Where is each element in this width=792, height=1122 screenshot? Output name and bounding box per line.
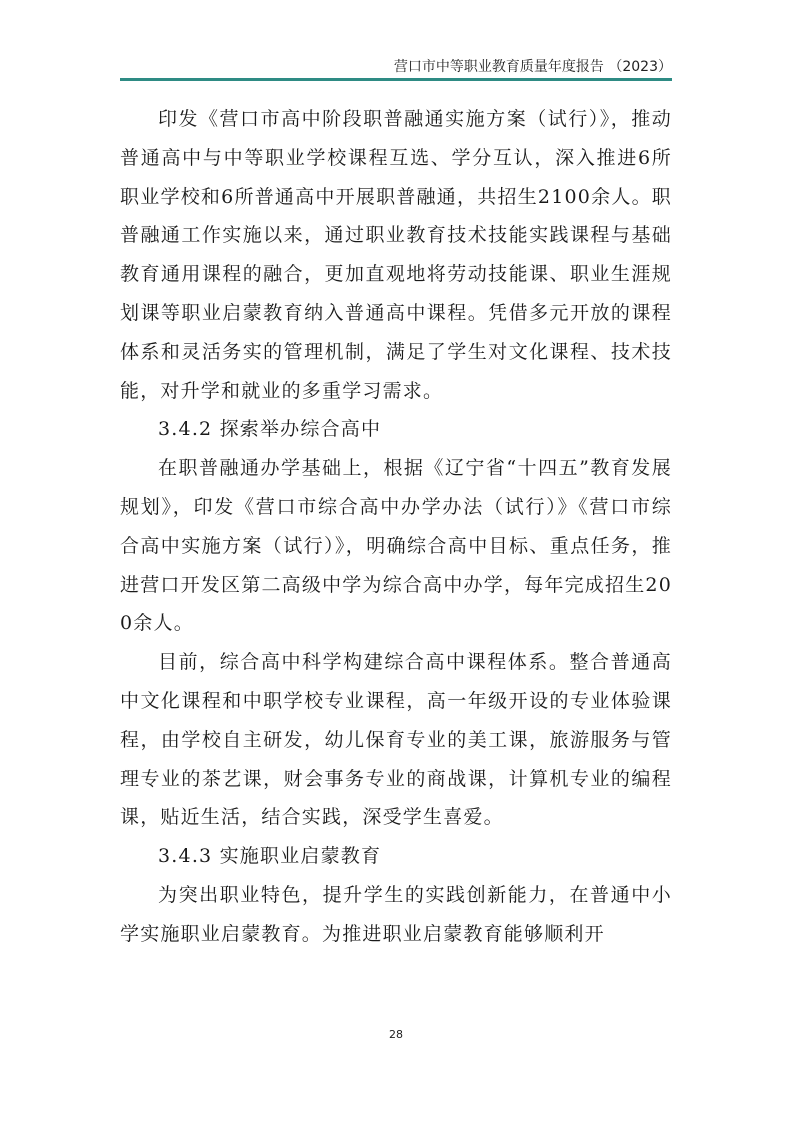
paragraph: 目前，综合高中科学构建综合高中课程体系。整合普通高中文化课程和中职学校专业课程，高一年级开设的专业体验课程，由学校自主研发，幼儿保育专业的美工课，旅游服务与管理专业的茶艺课，财会事务专业的商战课，计算机专业的编程课，贴近生活，结合实践，深受学生喜爱。	[120, 651, 672, 829]
section-heading: 3.4.2 探索举办综合高中	[158, 418, 382, 441]
paragraph: 在职普融通办学基础上，根据《辽宁省“十四五”教育发展规划》，印发《营口市综合高中办学办法（试行）》《营口市综合高中实施方案（试行）》，明确综合高中目标、重点任务，推进营口开发区第二高级中学为综合高中办学，每年完成招生200余人。	[120, 457, 672, 635]
page-number: 28	[389, 1028, 403, 1041]
paragraph: 印发《营口市高中阶段职普融通实施方案（试行）》，推动普通高中与中等职业学校课程互选、学分互认，深入推进6所职业学校和6所普通高中开展职普融通，共招生2100余人。职普融通工作实施以来，通过职业教育技术技能实践课程与基础教育通用课程的融合，更加直观地将劳动技能课、职业生涯规划课等职业启蒙教育纳入普通高中课程。凭借多元开放的课程体系和灵活务实的管理机制，满足了学生对文化课程、技术技能，对升学和就业的多重学习需求。	[120, 108, 672, 402]
section-heading: 3.4.3 实施职业启蒙教育	[158, 845, 382, 868]
paragraph: 为突出职业特色，提升学生的实践创新能力，在普通中小学实施职业启蒙教育。为推进职业启蒙教育能够顺利开	[120, 883, 672, 945]
running-header-title: 营口市中等职业教育质量年度报告 （2023）	[393, 59, 672, 75]
header-divider	[120, 78, 672, 81]
page-body	[120, 100, 672, 954]
